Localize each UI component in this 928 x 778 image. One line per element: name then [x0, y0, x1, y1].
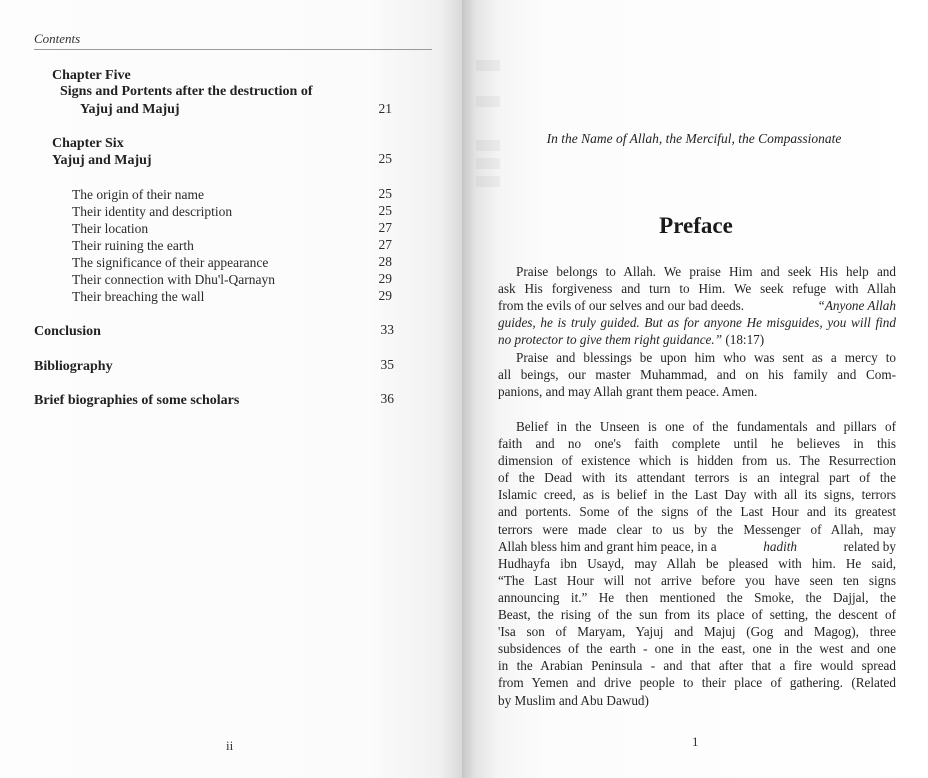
toc-subsection-label: The significance of their appearance: [72, 255, 269, 270]
quran-quote-start: “Anyone Allah: [817, 298, 896, 314]
toc-subsection-page: 25: [378, 186, 392, 201]
toc-subsection-page: 29: [378, 271, 392, 286]
toc-subsection-page: 29: [378, 288, 392, 303]
paragraph-line: Hudhayfa ibn Usayd, may Allah be pleased with him. He said,: [498, 555, 896, 571]
quran-quote-line: guides, he is truly guided. But as for anyone He misguides, you will find: [498, 315, 896, 331]
paragraph-line: from Yemen and drive people to their place of gathering. (Related: [498, 675, 896, 691]
paragraph-line: “The Last Hour will not arrive before you have seen ten signs: [498, 572, 896, 588]
toc-conclusion-page: 33: [380, 322, 394, 337]
toc-chapter-five-page: 21: [378, 101, 392, 116]
text-run: Allah bless him and grant him peace, in a: [498, 538, 717, 554]
preface-paragraph: [498, 349, 896, 400]
preface-paragraph: [498, 418, 896, 709]
toc-subsection-label: Their breaching the wall: [72, 289, 205, 304]
quran-quote-end: no protector to give them right guidance.”: [498, 332, 723, 348]
left-page-number: ii: [226, 738, 234, 753]
toc-chapter-five-title: Signs and Portents after the destruction of: [60, 84, 313, 99]
right-page-number: 1: [692, 734, 699, 749]
toc-subsection-page: 27: [378, 220, 392, 235]
show-through-mark: [476, 60, 500, 71]
toc-subsection-label: The origin of their name: [72, 187, 204, 202]
paragraph-line: Belief in the Unseen is one of the fundamentals and pillars of: [516, 419, 896, 434]
paragraph-line: [498, 538, 896, 555]
running-header: Contents: [34, 31, 81, 46]
paragraph-line: [498, 331, 896, 348]
paragraph-line: 'Isa son of Maryam, Yajuj and Majuj (Gog and Magog), three: [498, 624, 896, 640]
toc-conclusion-label: Conclusion: [34, 324, 101, 339]
show-through-mark: [476, 140, 500, 151]
paragraph-line: panions, and may Allah grant them peace. Amen.: [498, 384, 758, 400]
paragraph-line: and portents. Some of the signs of the Last Hour and its greatest: [498, 504, 896, 520]
toc-subsection-label: Their ruining the earth: [72, 238, 194, 253]
paragraph-line: [498, 297, 896, 314]
show-through-mark: [476, 96, 500, 107]
paragraph-line: dimension of existence which is hidden from us. The Resurrection: [498, 453, 896, 469]
paragraph-line: Islamic creed, as is belief in the Last Day with all its signs, terrors: [498, 487, 896, 503]
toc-subsection-label: Their location: [72, 221, 149, 236]
preface-paragraph: [498, 263, 896, 348]
paragraph-line: announcing it.” He then mentioned the Smoke, the Dajjal, the: [498, 589, 896, 605]
left-page-contents: [0, 0, 462, 778]
paragraph-line: terrors were made clear to us by the Messenger of Allah, may: [498, 521, 896, 537]
paragraph-line: Praise and blessings be upon him who was sent as a mercy to: [516, 350, 896, 365]
toc-biographies-page: 36: [380, 391, 394, 406]
paragraph-line: Beast, the rising of the sun from its place of setting, the descent of: [498, 607, 896, 623]
paragraph-line: Praise belongs to Allah. We praise Him and seek His help and: [516, 264, 896, 279]
paragraph-line: of the Dead with its attendant terrors is an integral part of the: [498, 470, 896, 486]
toc-subsection-page: 28: [378, 254, 392, 269]
hadith-term: hadith: [763, 538, 797, 554]
page-title: Preface: [659, 213, 733, 238]
invocation-line: In the Name of Allah, the Merciful, the Compassionate: [546, 131, 842, 146]
right-page-preface: [462, 0, 928, 778]
toc-subsection-page: 27: [378, 237, 392, 252]
toc-bibliography-page: 35: [380, 357, 394, 372]
toc-chapter-five-title-cont: Yajuj and Majuj: [80, 102, 180, 117]
paragraph-line: subsidences of the earth - one in the east, one in the west and one: [498, 641, 896, 657]
toc-subsection-label: Their connection with Dhu'l-Qarnayn: [72, 272, 275, 287]
paragraph-line: in the Arabian Peninsula - and that after that a fire would spread: [498, 658, 896, 674]
header-rule: [34, 49, 432, 50]
text-run: related by: [843, 538, 896, 554]
paragraph-line: by Muslim and Abu Dawud): [498, 692, 649, 708]
paragraph-line: all beings, our master Muhammad, and on his family and Com-: [498, 367, 896, 383]
text-run: from the evils of our selves and our bad deeds.: [498, 298, 745, 314]
paragraph-line: faith and no one's faith complete until he believes in this: [498, 436, 896, 452]
toc-biographies-label: Brief biographies of some scholars: [34, 393, 240, 408]
verse-reference: (18:17): [725, 332, 765, 348]
toc-subsection-label: Their identity and description: [72, 204, 233, 219]
toc-chapter-five-label: Chapter Five: [52, 68, 131, 83]
show-through-mark: [476, 158, 500, 169]
toc-chapter-six-page: 25: [378, 151, 392, 166]
toc-chapter-six-title: Yajuj and Majuj: [52, 153, 152, 168]
toc-chapter-six-label: Chapter Six: [52, 136, 124, 151]
show-through-mark: [476, 176, 500, 187]
toc-bibliography-label: Bibliography: [34, 359, 113, 374]
paragraph-line: ask His forgiveness and turn to Him. We seek refuge with Allah: [498, 281, 896, 297]
toc-subsection-page: 25: [378, 203, 392, 218]
